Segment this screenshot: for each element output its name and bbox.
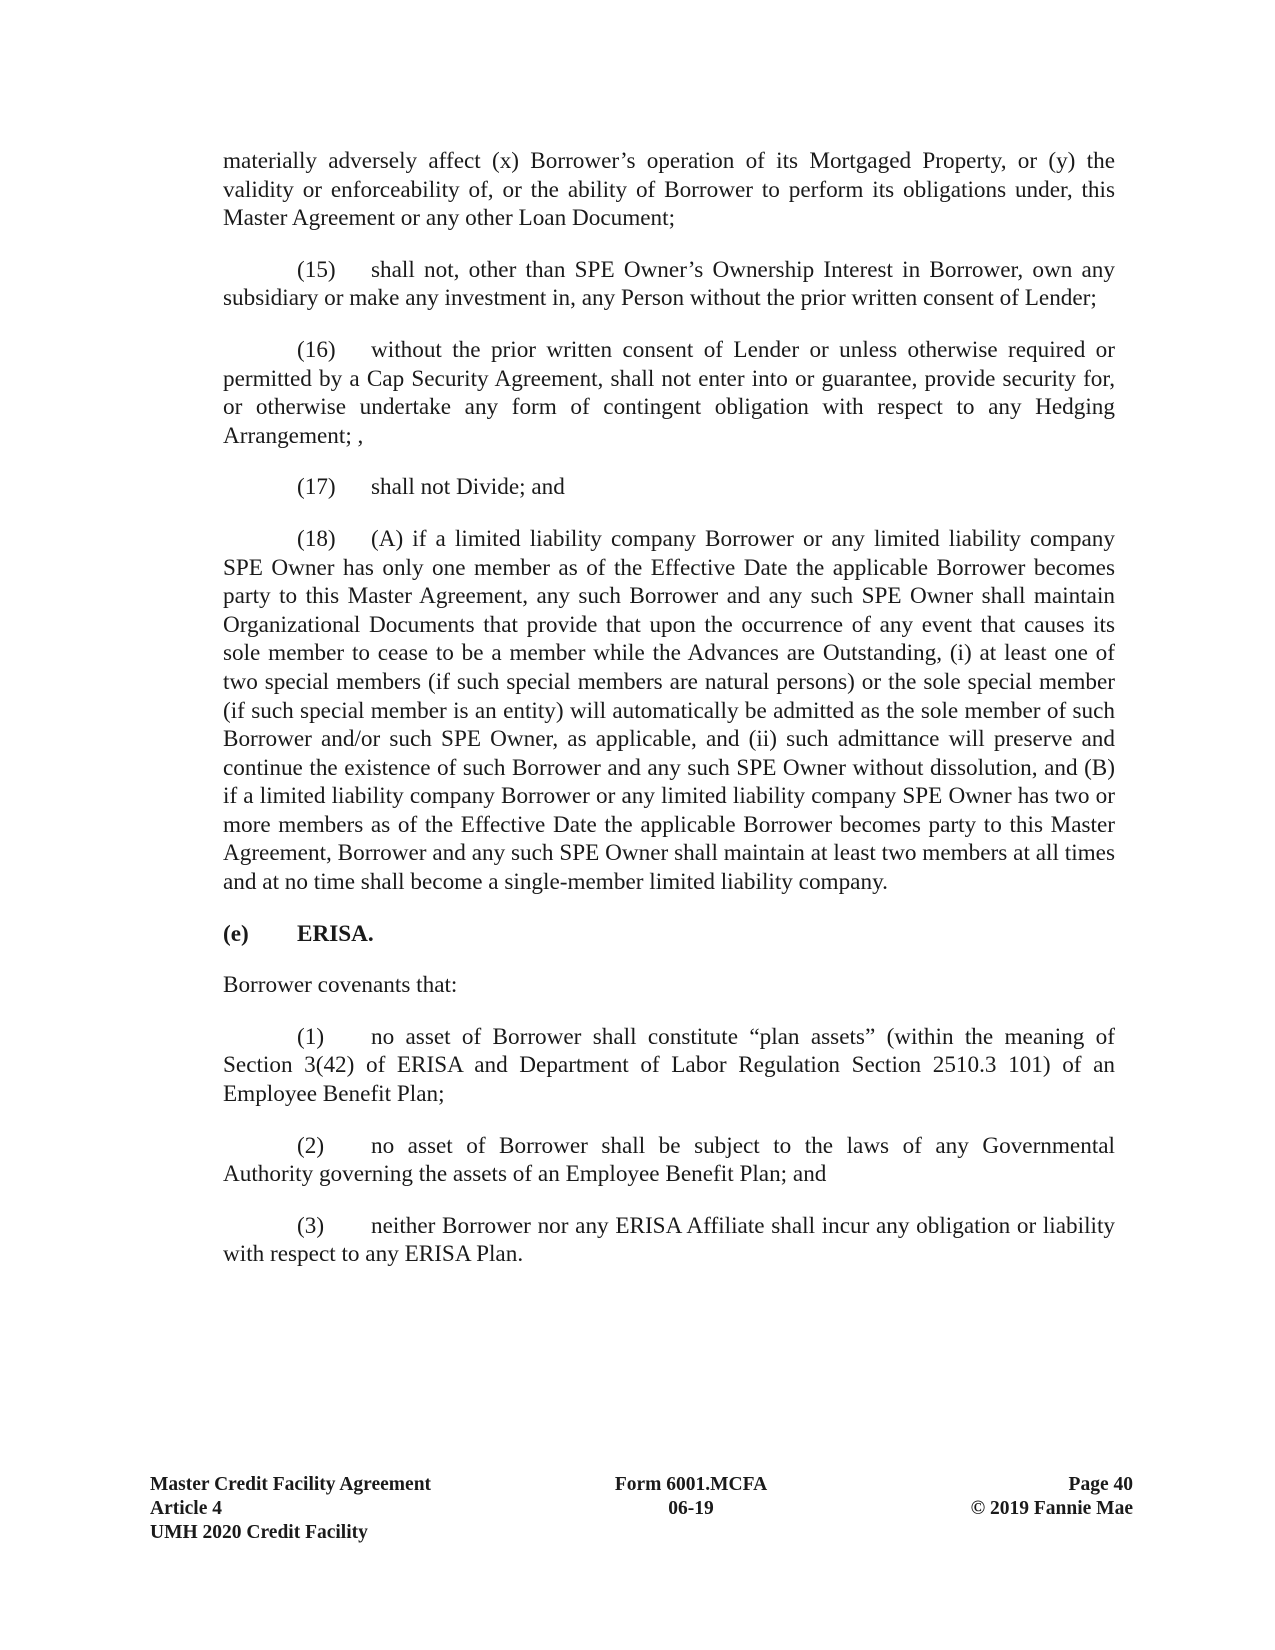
section-intro: Borrower covenants that: bbox=[223, 972, 458, 999]
item-text: no asset of Borrower shall be subject to the laws of any Governmental Authority governing the assets of an Employee Benefit Plan; and bbox=[223, 1132, 1115, 1188]
item-text: (A) if a limited liability company Borrower or any limited liability company SPE Owner has only one member as of the Effective Date the applicable Borrower becomes party to this Master Agreement, any such Borrower and any such SPE Owner shall maintain Organizational Documents that provide that upon the occurrence of any event that causes its sole member to cease to be a member while the Advances are Outstanding, (i) at least one of two special members (if such special members are natural persons) or the sole special member (if such special member is an entity) will automatically be admitted as the sole member of such Borrower and/or such SPE Owner, as applicable, and (ii) such admittance will preserve and continue the existence of such Borrower and any such SPE Owner without dissolution, and (B) if a limited liability company Borrower or any limited liability company SPE Owner has two or more members as of the Effective Date the applicable Borrower becomes party to this Master Agreement, Borrower and any such SPE Owner shall maintain at least two members at all times and at no time shall become a single-member limited liability company. bbox=[223, 525, 1115, 896]
erisa-item-2 bbox=[223, 1132, 1115, 1189]
item-text: shall not Divide; and bbox=[371, 474, 565, 501]
item-text: no asset of Borrower shall constitute “plan assets” (within the meaning of Section 3(42) of ERISA and Department of Labor Regulation Section 2510.3 101) of an Employee Benefit Plan; bbox=[223, 1023, 1115, 1108]
list-item-18 bbox=[223, 525, 1115, 897]
footer-copyright: © 2019 Fannie Mae bbox=[970, 1498, 1133, 1519]
item-text: shall not, other than SPE Owner’s Ownership Interest in Borrower, own any subsidiary or make any investment in, any Person without the prior written consent of Lender; bbox=[223, 256, 1115, 312]
list-item-17 bbox=[223, 473, 1115, 502]
erisa-item-1 bbox=[223, 1023, 1115, 1109]
list-item-15 bbox=[223, 256, 1115, 313]
item-number: (2) bbox=[297, 1132, 325, 1159]
footer-page-number: Page 40 bbox=[1068, 1474, 1133, 1495]
list-item-16 bbox=[223, 336, 1115, 450]
footer-center bbox=[591, 1473, 791, 1521]
section-number: (e) bbox=[223, 920, 249, 947]
section-heading-erisa bbox=[223, 920, 1115, 949]
item-number: (3) bbox=[297, 1212, 325, 1239]
continuation-paragraph: materially adversely affect (x) Borrower’s operation of its Mortgaged Property, or (y) the validity or enforceability of, or the ability of Borrower to perform its obligations under, this Master Agreement or any other Loan Document; bbox=[223, 148, 1115, 232]
document-body bbox=[223, 147, 1115, 1292]
item-number: (16) bbox=[297, 336, 336, 363]
footer-facility-name: UMH 2020 Credit Facility bbox=[150, 1522, 368, 1543]
footer-right bbox=[971, 1473, 1133, 1521]
footer-form-date: 06-19 bbox=[668, 1498, 714, 1519]
footer-form-number: Form 6001.MCFA bbox=[614, 1474, 768, 1495]
section-title: ERISA. bbox=[297, 920, 374, 947]
item-number: (15) bbox=[297, 256, 336, 283]
item-number: (18) bbox=[297, 525, 336, 552]
item-number: (17) bbox=[297, 474, 336, 501]
footer-left bbox=[150, 1473, 431, 1545]
item-number: (1) bbox=[297, 1023, 325, 1050]
item-text: neither Borrower nor any ERISA Affiliate shall incur any obligation or liability with respect to any ERISA Plan. bbox=[223, 1212, 1115, 1268]
erisa-item-3 bbox=[223, 1212, 1115, 1269]
footer-article: Article 4 bbox=[150, 1498, 223, 1519]
item-text: without the prior written consent of Lender or unless otherwise required or permitted by a Cap Security Agreement, shall not enter into or guarantee, provide security for, or otherwise undertake any form of contingent obligation with respect to any Hedging Arrangement; , bbox=[223, 336, 1115, 449]
footer-document-title: Master Credit Facility Agreement bbox=[150, 1474, 432, 1495]
